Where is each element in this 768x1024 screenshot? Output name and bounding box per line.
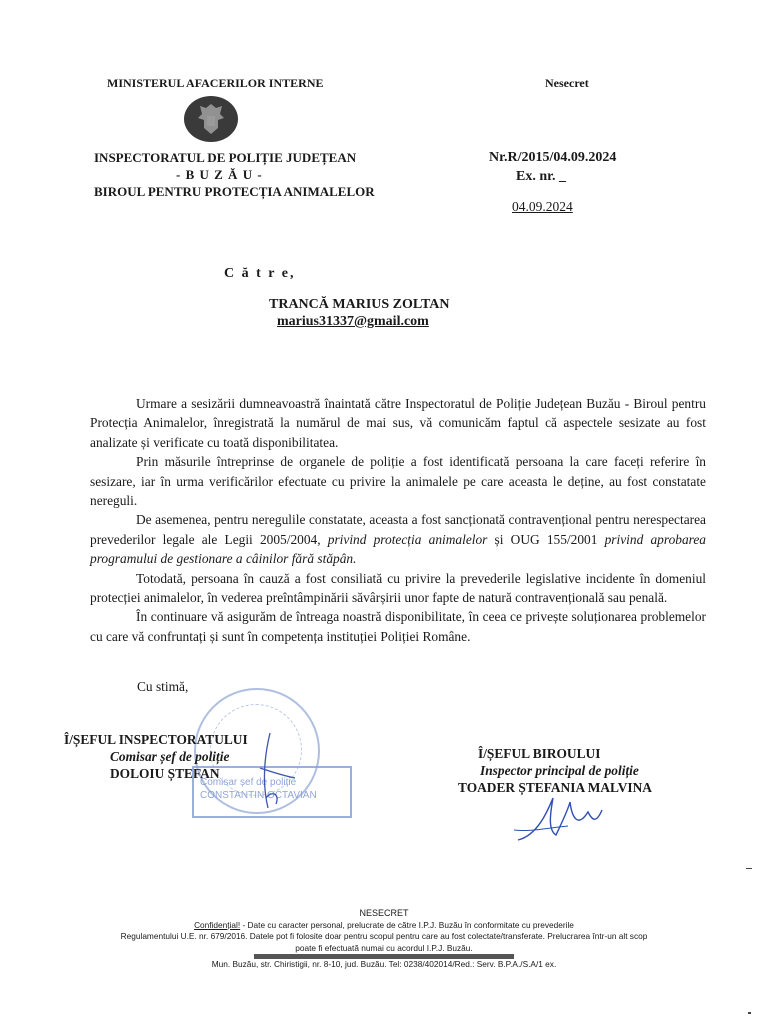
ministry-name: MINISTERUL AFACERILOR INTERNE: [107, 76, 324, 90]
law-title-stray-dogs: privind aprobarea programului de gestionare a câinilor fără stăpân.: [90, 531, 707, 567]
paragraph-3-text-c: și OUG 155/2001: [487, 531, 605, 547]
signer-left-name: DOLOIU ȘTEFAN: [110, 766, 220, 781]
registration-block: [489, 148, 616, 186]
footer-consent-line: poate fi efectuată numai cu acordul I.P.J. Buzău.: [295, 942, 473, 953]
signer-left-rank: Comisar șef de poliție: [110, 749, 230, 764]
confidential-text: - Date cu caracter personal, prelucrate de către I.P.J. Buzău în conformitate cu prevederile: [240, 919, 574, 930]
coat-of-arms-icon: [184, 96, 238, 142]
institution-county: - B U Z Ă U -: [176, 167, 263, 182]
coat-of-arms-graphic: [196, 102, 226, 136]
footer-address: Mun. Buzău, str. Chiristigii, nr. 8-10, jud. Buzău. Tel: 0238/402014/Red.: Serv. B.P.A./S.A/1 ex.: [211, 959, 557, 969]
recipient-email[interactable]: marius31337@gmail.com: [277, 314, 429, 329]
recipient-block: [269, 296, 449, 330]
signer-left-role: Î/ȘEFUL INSPECTORATULUI: [64, 732, 248, 747]
footer-classification: NESECRET: [359, 908, 409, 918]
confidential-label: Confidențial!: [194, 919, 241, 930]
institution-name: INSPECTORATUL DE POLIȚIE JUDEȚEAN: [94, 150, 357, 165]
scan-mark-2: [748, 1012, 751, 1014]
stamp-line-name: CONSTANTIN OCTAVIAN: [200, 790, 317, 801]
recipient-name: TRANCĂ MARIUS ZOLTAN: [269, 297, 450, 312]
signer-right-name: TOADER ȘTEFANIA MALVINA: [458, 780, 652, 795]
institution-block: [94, 149, 375, 200]
stamp-line-rank: Comisar șef de poliție: [200, 777, 297, 788]
copy-number: Ex. nr. _: [516, 169, 567, 184]
signer-right-rank: Inspector principal de poliție: [480, 763, 639, 778]
addressee-label: C ă t r e,: [224, 266, 296, 281]
signature-right-block: [458, 745, 652, 796]
document-date: 04.09.2024: [512, 199, 573, 214]
footer-confidential-line: [70, 920, 698, 932]
closing-salutation: Cu stimă,: [137, 679, 189, 694]
paragraph-4: Totodată, persoana în cauză a fost consiliată cu privire la prevederile legislative incidente în domeniul protecției animalelor, în vederea preîntâmpinării săvârșirii unor fapte de natură contravențională sau penală.: [90, 570, 706, 606]
footer-block: [70, 908, 698, 971]
institution-department: BIROUL PENTRU PROTECȚIA ANIMALELOR: [94, 184, 375, 199]
signer-right-role: Î/ȘEFUL BIROULUI: [478, 746, 601, 761]
letter-body: [90, 394, 706, 646]
paragraph-2: Prin măsurile întreprinse de organele de poliție a fost identificată persoana la care faceți referire în sesizare, iar în urma verificărilor efectuate cu privire la animalele pe care aceasta le deține, au fost constatate nereguli.: [90, 454, 706, 509]
paragraph-5: În continuare vă asigurăm de întreaga noastră disponibilitate, în ceea ce privește soluționarea problemelor cu care vă confruntați și sunt în competența instituției Poliției Române.: [90, 609, 706, 644]
registration-number: Nr.R/2015/04.09.2024: [489, 150, 617, 165]
paragraph-3-text-a: De asemenea, pentru neregulile constatate, aceasta a fost sancționată contravențional pentru nerespectarea prevederilor legale ale Legii 2005/2004,: [90, 512, 706, 547]
signature-left-scribble: [240, 728, 300, 818]
paragraph-1: Urmare a sesizării dumneavoastră înaintată către Inspectoratul de Poliție Județean Buzău - Biroul pentru Protecția Animalelor, înregistrată la numărul de mai sus, vă comunicăm faptul că aspectele sesizate au fost analizate și verificate cu toată disponibilitatea.: [90, 396, 706, 450]
scan-mark: [746, 868, 752, 869]
signature-right-scribble: [508, 790, 608, 850]
footer-regulation-line: Regulamentului U.E. nr. 679/2016. Datele pot fi folosite doar pentru scopul pentru care au fost colectate/transferate. Prelucrarea într-un alt scop: [120, 931, 648, 941]
paragraph-3: [90, 510, 706, 568]
law-title-animal-protection: privind protecția animalelor: [327, 531, 488, 547]
classification-label: Nesecret: [545, 76, 589, 90]
